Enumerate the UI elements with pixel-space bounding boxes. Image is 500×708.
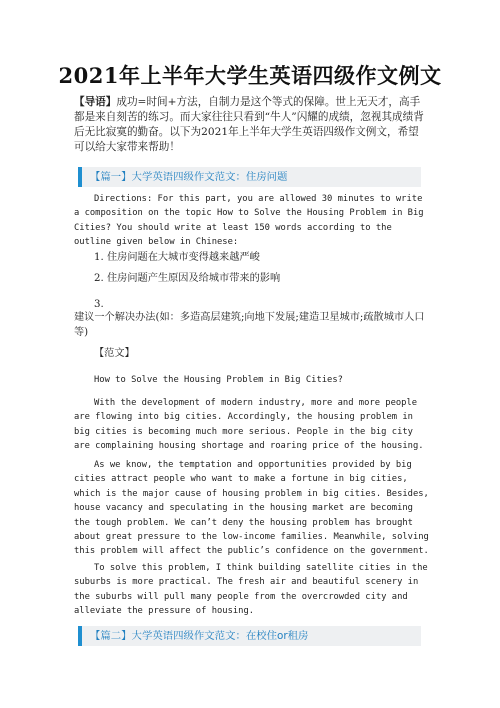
- section2-heading: 【篇二】大学英语四级作文范文：在校住or租房: [78, 626, 421, 646]
- intro-paragraph: [74, 95, 428, 155]
- intro-lead: 【导语】: [74, 96, 117, 108]
- page-title: 2021年上半年大学生英语四级作文例文: [58, 63, 442, 88]
- outline-item-3: 建议一个解决办法(如：多造高层建筑;向地下发展;建造卫星城市;疏散城市人口等): [74, 312, 425, 338]
- essay-paragraph-2: As we know, the temptation and opportunities provided by big cities attract people who want to make a fortune in big cities, which is the major cause of housing problem in big cities. Besides, house vacancy and speculating in the housing market are becoming the tough problem. We can’t deny the housing problem has brought about great pressure to the low-income families. Meanwhile, solving this problem will affect the public’s confidence on the government.: [74, 460, 429, 557]
- essay-title: How to Solve the Housing Problem in Big Cities?: [94, 375, 343, 385]
- essay-paragraph-3: To solve this problem, I think building satellite cities in the suburbs is more practical. The fresh air and beautiful scenery in the suburbs will pull many people from the overcrowded city and alleviate the pressure of housing.: [74, 563, 428, 617]
- outline-item-3-number: 3.: [94, 299, 104, 310]
- essay-paragraph-1: With the development of modern industry, more and more people are flowing into big cities. Accordingly, the housing problem in big cities is becoming much more serious. People in the big city are complaining housing shortage and roaring price of the housing.: [74, 398, 424, 452]
- directions-paragraph: Directions: For this part, you are allowed 30 minutes to write a composition on the topic How to Solve the Housing Problem in Big Cities? You should write at least 150 words according to the outline given below in Chinese:: [74, 194, 424, 248]
- fanwen-label: 【范文】: [94, 348, 135, 359]
- outline-item-2: 2. 住房问题产生原因及给城市带来的影响: [94, 273, 281, 284]
- outline-item-1: 1. 住房问题在大城市变得越来越严峻: [94, 252, 260, 263]
- intro-body: 成功=时间+方法，自制力是这个等式的保障。世上无天才，高手都是来自刻苦的练习。而大家往往只看到“牛人”闪耀的成绩，忽视其成绩背后无比寂寞的勤奋。以下为2021年上半年大学生英语四级作文例文，希望可以给大家带来帮助！: [74, 96, 424, 153]
- section1-heading: 【篇一】大学英语四级作文范文：住房问题: [78, 167, 421, 187]
